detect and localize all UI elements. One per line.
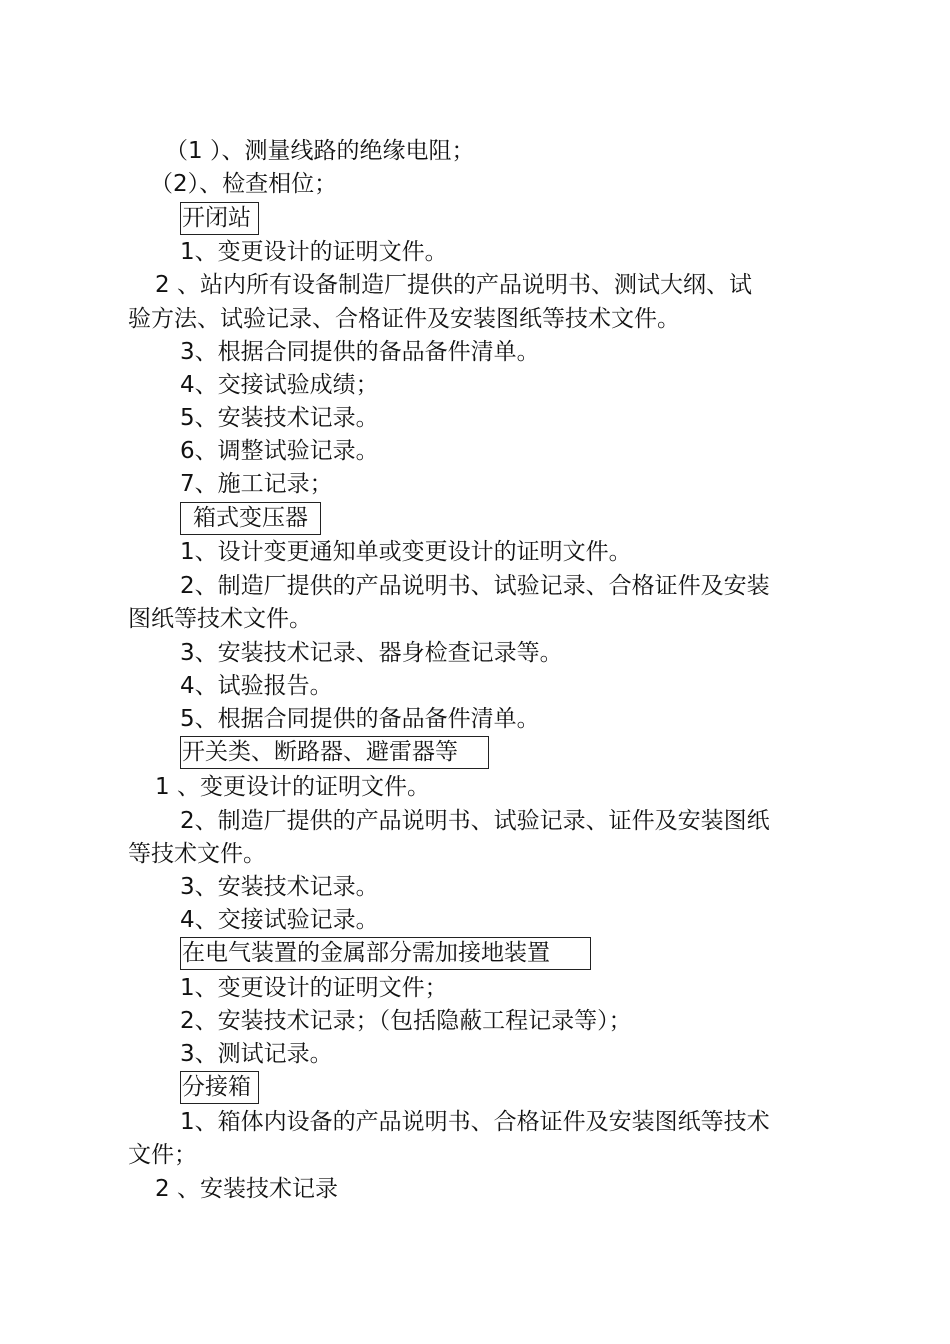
text-line: 2、安装技术记录；（包括隐蔽工程记录等）； <box>180 1008 632 1034</box>
text-line: 1 、变更设计的证明文件。 <box>155 774 430 800</box>
text-line: 3、安装技术记录。 <box>180 874 379 900</box>
text-line: 等技术文件。 <box>128 841 266 867</box>
text-line: 6、调整试验记录。 <box>180 438 379 464</box>
text-line: 4、试验报告。 <box>180 673 333 699</box>
section-heading-box: 分接箱 <box>180 1071 259 1104</box>
text-line: 2、制造厂提供的产品说明书、试验记录、证件及安装图纸 <box>180 808 770 834</box>
section-heading-box: 在电气装置的金属部分需加接地装置 <box>180 937 591 970</box>
text-line: 3、安装技术记录、器身检查记录等。 <box>180 640 563 666</box>
text-line: 4、交接试验成绩； <box>180 372 379 398</box>
text-line: （1 ）、测量线路的绝缘电阻； <box>165 138 475 164</box>
section-heading-box: 箱式变压器 <box>180 502 321 535</box>
text-line: 1、设计变更通知单或变更设计的证明文件。 <box>180 539 632 565</box>
text-line: 1、箱体内设备的产品说明书、合格证件及安装图纸等技术 <box>180 1109 770 1135</box>
text-line: 验方法、试验记录、合格证件及安装图纸等技术文件。 <box>128 306 680 332</box>
text-line: 5、安装技术记录。 <box>180 405 379 431</box>
text-line: 7、施工记录； <box>180 471 333 497</box>
section-heading-box: 开关类、断路器、避雷器等 <box>180 736 489 769</box>
text-line: 5、根据合同提供的备品备件清单。 <box>180 706 540 732</box>
text-line: 2、制造厂提供的产品说明书、试验记录、合格证件及安装 <box>180 573 770 599</box>
text-line: 3、根据合同提供的备品备件清单。 <box>180 339 540 365</box>
text-line: 2 、站内所有设备制造厂提供的产品说明书、测试大纲、试 <box>155 272 752 298</box>
text-line: 图纸等技术文件。 <box>128 606 312 632</box>
text-line: 4、交接试验记录。 <box>180 907 379 933</box>
text-line: 2 、安装技术记录 <box>155 1176 338 1202</box>
text-line: 1、变更设计的证明文件。 <box>180 239 448 265</box>
text-line: 1、变更设计的证明文件； <box>180 975 448 1001</box>
text-line: （2）、检查相位； <box>150 171 338 197</box>
text-line: 3、测试记录。 <box>180 1041 333 1067</box>
text-line: 文件； <box>128 1142 197 1168</box>
section-heading-box: 开闭站 <box>180 202 259 235</box>
